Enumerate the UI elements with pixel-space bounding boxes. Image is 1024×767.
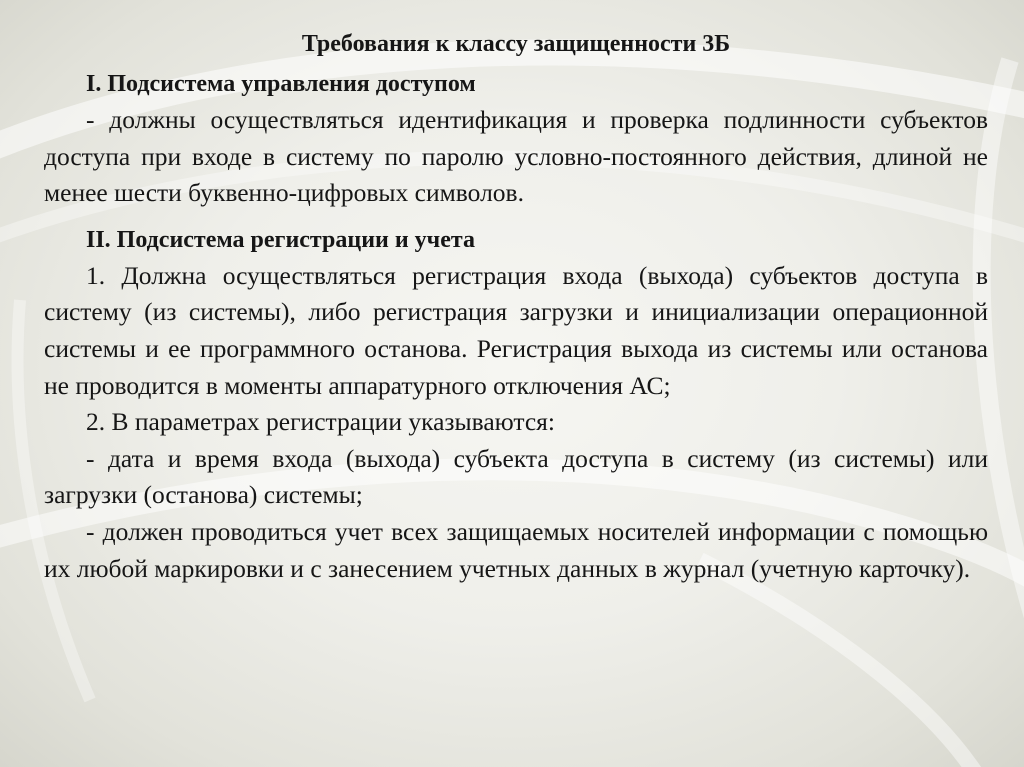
slide-title: Требования к классу защищенности 3Б [301,31,731,57]
section2-item2-sub1: - дата и время входа (выхода) субъекта доступа в систему (из системы) или загрузки (останова) системы; [44,443,988,510]
section2-item2-sub2: - должен проводиться учет всех защищаемых носителей информации с помощью их любой маркировки и с занесением учетных данных в журнал (учетную карточку). [44,516,988,583]
section2-item2: 2. В параметрах регистрации указываются: [86,407,555,437]
section1-heading: I. Подсистема управления доступом [86,71,476,97]
section2-heading: II. Подсистема регистрации и учета [86,226,475,253]
section-gap [44,212,988,222]
section2-item1: 1. Должна осуществляться регистрация входа (выхода) субъектов доступа в систему (из системы), либо регистрация загрузки и инициализации операционной системы и ее программного останова. Регистрация выхода из системы или останова не проводится в моменты аппаратурного отключения АС; [44,260,988,400]
slide-content [44,26,988,587]
section1-paragraph: - должны осуществляться идентификация и проверка подлинности субъектов доступа при входе в систему по паролю условно-постоянного действия, длиной не менее шести буквенно-цифровых символов. [44,105,988,208]
